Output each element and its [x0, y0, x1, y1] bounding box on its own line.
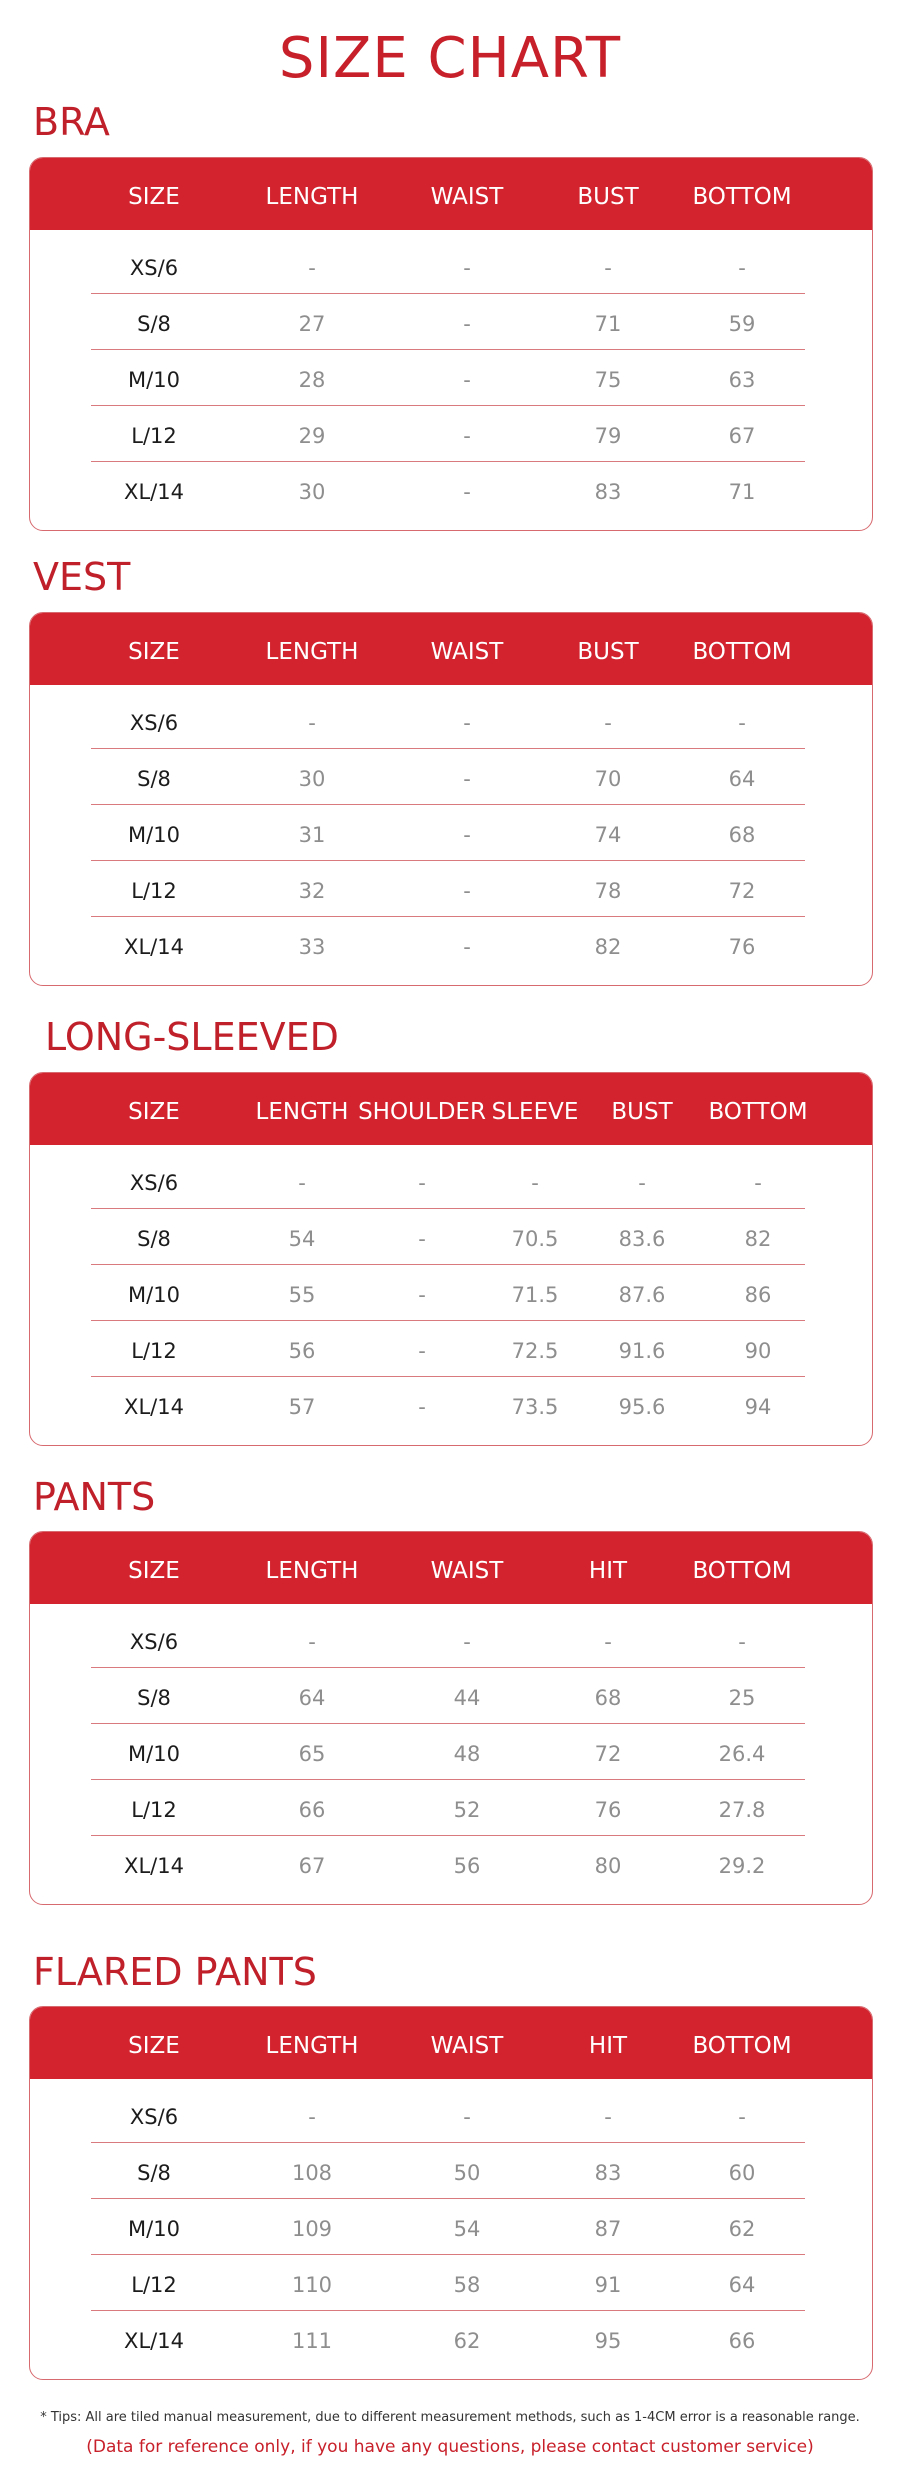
- measurement-cell: -: [754, 1171, 762, 1195]
- measurement-cell: 33: [298, 935, 326, 959]
- measurement-cell: 75: [594, 368, 622, 392]
- column-header: WAIST: [430, 184, 504, 210]
- measurement-cell: 83.6: [618, 1227, 666, 1251]
- table-header: [30, 1073, 872, 1145]
- size-label: L/12: [131, 2273, 177, 2297]
- section-title: LONG-SLEEVED: [45, 1015, 339, 1059]
- column-header: BUST: [577, 184, 639, 210]
- measurement-cell: -: [308, 256, 316, 280]
- column-header: LENGTH: [265, 1558, 359, 1584]
- table-row: [30, 861, 872, 917]
- measurement-cell: 64: [298, 1686, 326, 1710]
- tips-note: * Tips: All are tiled manual measurement, due to different measurement methods, such as 1-4CM error is a reasonable range.: [40, 2410, 860, 2425]
- size-table: [29, 1531, 873, 1905]
- measurement-cell: -: [418, 1395, 426, 1419]
- measurement-cell: 62: [728, 2217, 756, 2241]
- section-title: BRA: [33, 100, 110, 144]
- size-label: XL/14: [124, 935, 184, 959]
- measurement-cell: 72.5: [511, 1339, 559, 1363]
- measurement-cell: 68: [728, 823, 756, 847]
- table-row: [30, 406, 872, 462]
- measurement-cell: 66: [298, 1798, 326, 1822]
- size-label: XL/14: [124, 1854, 184, 1878]
- measurement-cell: 76: [594, 1798, 622, 1822]
- table-row: [30, 2311, 872, 2367]
- size-label: XS/6: [129, 711, 179, 735]
- measurement-cell: 65: [298, 1742, 326, 1766]
- column-header: BOTTOM: [692, 1558, 792, 1584]
- measurement-cell: 68: [594, 1686, 622, 1710]
- size-label: S/8: [137, 1227, 171, 1251]
- measurement-cell: -: [738, 1630, 746, 1654]
- reference-note: (Data for reference only, if you have any questions, please contact customer service): [86, 2437, 814, 2457]
- measurement-cell: -: [604, 2105, 612, 2129]
- table-row: [30, 1321, 872, 1377]
- measurement-cell: 27.8: [718, 1798, 766, 1822]
- measurement-cell: 64: [728, 767, 756, 791]
- size-label: XS/6: [129, 1171, 179, 1195]
- column-header: BOTTOM: [708, 1099, 808, 1125]
- table-row: [30, 805, 872, 861]
- measurement-cell: -: [463, 424, 471, 448]
- measurement-cell: 30: [298, 480, 326, 504]
- measurement-cell: -: [463, 256, 471, 280]
- table-row: [30, 1668, 872, 1724]
- column-header: BUST: [577, 639, 639, 665]
- size-table: [29, 157, 873, 531]
- table-row: [30, 1153, 872, 1209]
- measurement-cell: 71.5: [511, 1283, 559, 1307]
- measurement-cell: -: [463, 2105, 471, 2129]
- measurement-cell: -: [418, 1171, 426, 1195]
- size-label: S/8: [137, 312, 171, 336]
- table-row: [30, 1265, 872, 1321]
- table-row: [30, 1612, 872, 1668]
- table-row: [30, 294, 872, 350]
- column-header: SIZE: [128, 2033, 180, 2059]
- table-row: [30, 1836, 872, 1892]
- measurement-cell: 90: [744, 1339, 772, 1363]
- column-header: LENGTH: [255, 1099, 349, 1125]
- size-label: S/8: [137, 2161, 171, 2185]
- measurement-cell: 58: [453, 2273, 481, 2297]
- measurement-cell: -: [638, 1171, 646, 1195]
- measurement-cell: 64: [728, 2273, 756, 2297]
- measurement-cell: -: [463, 368, 471, 392]
- measurement-cell: 63: [728, 368, 756, 392]
- measurement-cell: 50: [453, 2161, 481, 2185]
- measurement-cell: 87.6: [618, 1283, 666, 1307]
- measurement-cell: -: [298, 1171, 306, 1195]
- measurement-cell: -: [308, 2105, 316, 2129]
- measurement-cell: 31: [298, 823, 326, 847]
- measurement-cell: -: [418, 1283, 426, 1307]
- measurement-cell: -: [463, 935, 471, 959]
- measurement-cell: -: [463, 312, 471, 336]
- measurement-cell: 95: [594, 2329, 622, 2353]
- table-row: [30, 2087, 872, 2143]
- table-row: [30, 2143, 872, 2199]
- measurement-cell: 44: [453, 1686, 481, 1710]
- measurement-cell: 79: [594, 424, 622, 448]
- measurement-cell: 83: [594, 2161, 622, 2185]
- size-label: M/10: [128, 823, 180, 847]
- measurement-cell: 83: [594, 480, 622, 504]
- measurement-cell: 70.5: [511, 1227, 559, 1251]
- measurement-cell: 78: [594, 879, 622, 903]
- measurement-cell: 60: [728, 2161, 756, 2185]
- measurement-cell: 32: [298, 879, 326, 903]
- column-header: SLEEVE: [491, 1099, 579, 1125]
- measurement-cell: 54: [288, 1227, 316, 1251]
- column-header: HIT: [588, 1558, 628, 1584]
- measurement-cell: -: [463, 1630, 471, 1654]
- measurement-cell: -: [308, 711, 316, 735]
- measurement-cell: -: [738, 256, 746, 280]
- measurement-cell: -: [604, 1630, 612, 1654]
- measurement-cell: 62: [453, 2329, 481, 2353]
- size-label: XS/6: [129, 256, 179, 280]
- column-header: WAIST: [430, 639, 504, 665]
- measurement-cell: 110: [291, 2273, 333, 2297]
- size-label: S/8: [137, 767, 171, 791]
- measurement-cell: 73.5: [511, 1395, 559, 1419]
- measurement-cell: 29: [298, 424, 326, 448]
- size-table: [29, 2006, 873, 2380]
- size-label: XS/6: [129, 1630, 179, 1654]
- measurement-cell: 27: [298, 312, 326, 336]
- measurement-cell: 29.2: [718, 1854, 766, 1878]
- table-row: [30, 1377, 872, 1433]
- column-header: SHOULDER: [358, 1099, 486, 1125]
- measurement-cell: 28: [298, 368, 326, 392]
- measurement-cell: 59: [728, 312, 756, 336]
- column-header: WAIST: [430, 1558, 504, 1584]
- table-row: [30, 2199, 872, 2255]
- measurement-cell: 26.4: [718, 1742, 766, 1766]
- column-header: SIZE: [128, 639, 180, 665]
- column-header: BOTTOM: [692, 2033, 792, 2059]
- measurement-cell: 87: [594, 2217, 622, 2241]
- measurement-cell: -: [463, 823, 471, 847]
- measurement-cell: 91.6: [618, 1339, 666, 1363]
- measurement-cell: -: [604, 256, 612, 280]
- size-label: L/12: [131, 879, 177, 903]
- measurement-cell: 57: [288, 1395, 316, 1419]
- page-title: SIZE CHART: [278, 26, 622, 91]
- measurement-cell: 80: [594, 1854, 622, 1878]
- table-header: [30, 613, 872, 685]
- table-row: [30, 749, 872, 805]
- measurement-cell: 70: [594, 767, 622, 791]
- measurement-cell: 54: [453, 2217, 481, 2241]
- size-label: L/12: [131, 1339, 177, 1363]
- table-row: [30, 1209, 872, 1265]
- table-row: [30, 693, 872, 749]
- measurement-cell: -: [463, 711, 471, 735]
- section-title: FLARED PANTS: [33, 1950, 317, 1994]
- table-header: [30, 1532, 872, 1604]
- measurement-cell: 94: [744, 1395, 772, 1419]
- section-title: VEST: [33, 555, 131, 599]
- size-label: L/12: [131, 1798, 177, 1822]
- table-header: [30, 158, 872, 230]
- table-row: [30, 350, 872, 406]
- size-table: [29, 612, 873, 986]
- measurement-cell: 91: [594, 2273, 622, 2297]
- measurement-cell: 71: [594, 312, 622, 336]
- size-label: XS/6: [129, 2105, 179, 2129]
- size-label: S/8: [137, 1686, 171, 1710]
- measurement-cell: 56: [453, 1854, 481, 1878]
- measurement-cell: 86: [744, 1283, 772, 1307]
- measurement-cell: 67: [298, 1854, 326, 1878]
- measurement-cell: 67: [728, 424, 756, 448]
- measurement-cell: 52: [453, 1798, 481, 1822]
- table-row: [30, 462, 872, 518]
- table-row: [30, 917, 872, 973]
- measurement-cell: 82: [594, 935, 622, 959]
- column-header: LENGTH: [265, 2033, 359, 2059]
- table-row: [30, 1780, 872, 1836]
- size-table: [29, 1072, 873, 1446]
- measurement-cell: 82: [744, 1227, 772, 1251]
- measurement-cell: 71: [728, 480, 756, 504]
- table-row: [30, 238, 872, 294]
- column-header: SIZE: [128, 1099, 180, 1125]
- measurement-cell: 74: [594, 823, 622, 847]
- column-header: LENGTH: [265, 184, 359, 210]
- measurement-cell: -: [531, 1171, 539, 1195]
- measurement-cell: -: [418, 1227, 426, 1251]
- measurement-cell: -: [308, 1630, 316, 1654]
- size-label: L/12: [131, 424, 177, 448]
- measurement-cell: 55: [288, 1283, 316, 1307]
- size-label: XL/14: [124, 1395, 184, 1419]
- table-header: [30, 2007, 872, 2079]
- size-label: XL/14: [124, 480, 184, 504]
- measurement-cell: 25: [728, 1686, 756, 1710]
- measurement-cell: -: [418, 1339, 426, 1363]
- size-label: M/10: [128, 1742, 180, 1766]
- column-header: LENGTH: [265, 639, 359, 665]
- measurement-cell: -: [738, 2105, 746, 2129]
- column-header: BUST: [611, 1099, 673, 1125]
- size-label: XL/14: [124, 2329, 184, 2353]
- measurement-cell: 72: [728, 879, 756, 903]
- column-header: WAIST: [430, 2033, 504, 2059]
- column-header: HIT: [588, 2033, 628, 2059]
- measurement-cell: -: [604, 711, 612, 735]
- measurement-cell: 48: [453, 1742, 481, 1766]
- measurement-cell: 108: [291, 2161, 333, 2185]
- measurement-cell: 66: [728, 2329, 756, 2353]
- column-header: SIZE: [128, 184, 180, 210]
- column-header: SIZE: [128, 1558, 180, 1584]
- measurement-cell: 76: [728, 935, 756, 959]
- measurement-cell: 72: [594, 1742, 622, 1766]
- section-title: PANTS: [33, 1475, 156, 1519]
- measurement-cell: -: [463, 879, 471, 903]
- measurement-cell: -: [463, 480, 471, 504]
- measurement-cell: -: [463, 767, 471, 791]
- measurement-cell: 109: [291, 2217, 333, 2241]
- table-row: [30, 2255, 872, 2311]
- size-label: M/10: [128, 1283, 180, 1307]
- column-header: BOTTOM: [692, 639, 792, 665]
- measurement-cell: 111: [291, 2329, 333, 2353]
- measurement-cell: 95.6: [618, 1395, 666, 1419]
- column-header: BOTTOM: [692, 184, 792, 210]
- measurement-cell: 56: [288, 1339, 316, 1363]
- measurement-cell: 30: [298, 767, 326, 791]
- table-row: [30, 1724, 872, 1780]
- measurement-cell: -: [738, 711, 746, 735]
- size-label: M/10: [128, 368, 180, 392]
- size-label: M/10: [128, 2217, 180, 2241]
